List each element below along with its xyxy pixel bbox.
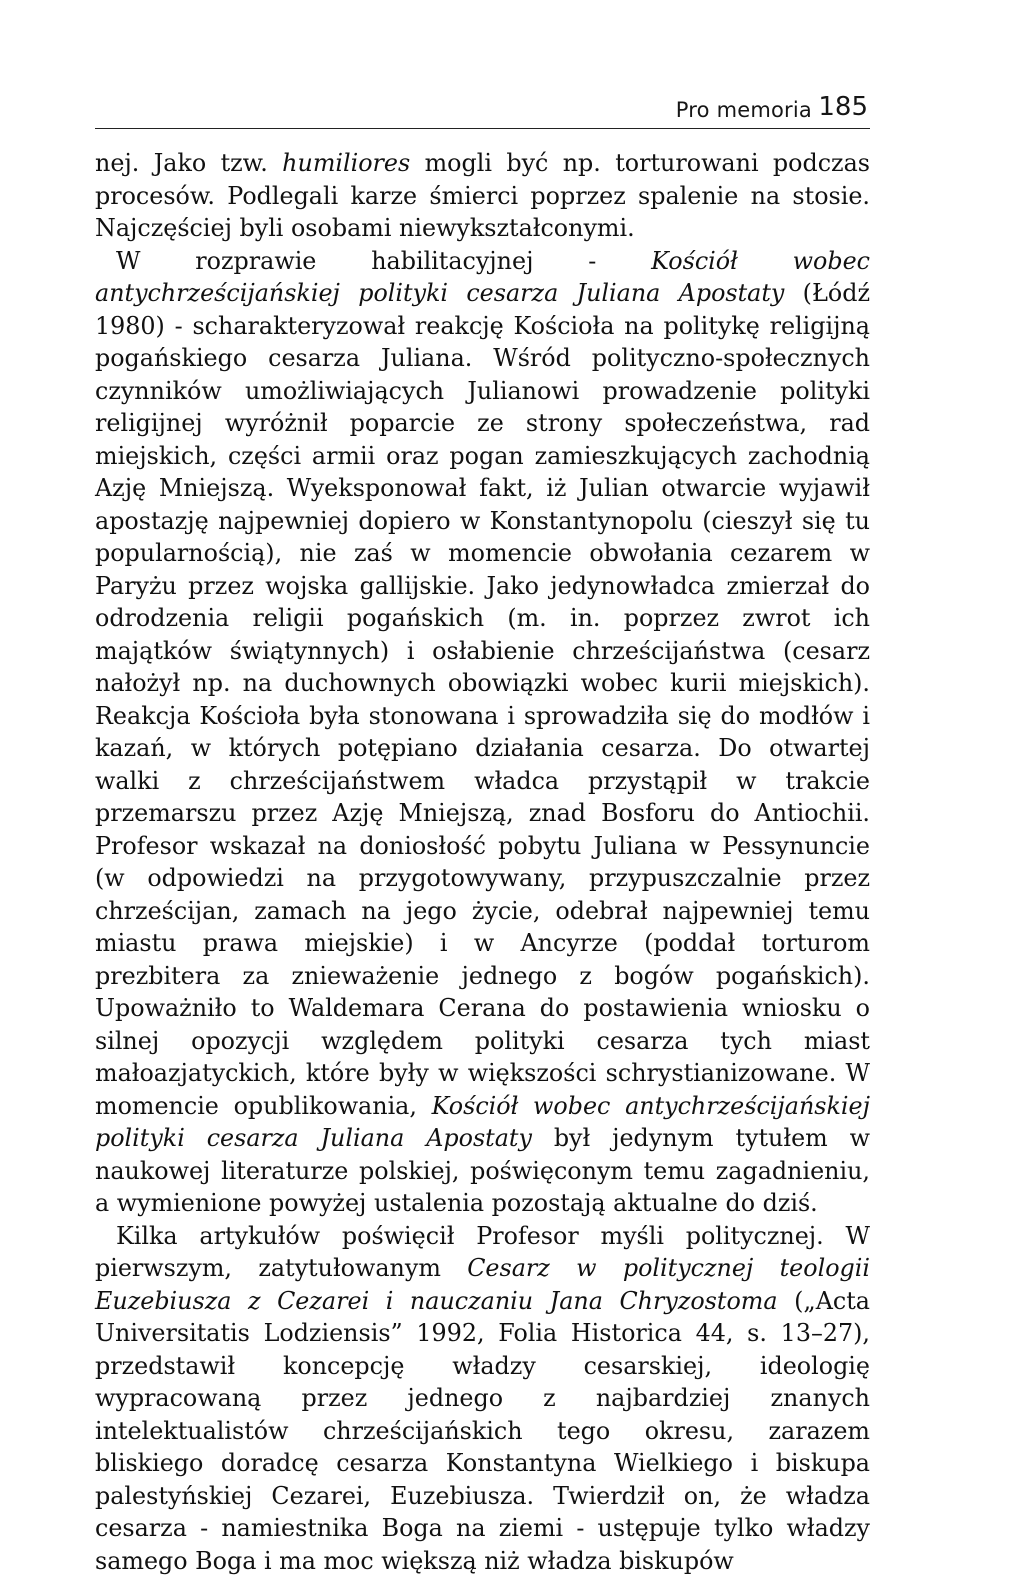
running-title: Pro memoria	[675, 98, 812, 122]
article-title: Cesarz w politycznej teologii Euzebiusza z Cezarei i nauczaniu Jana Chryzostoma	[95, 1254, 870, 1315]
paragraph-political-thought	[95, 1220, 870, 1578]
paragraph-text-segment: nej. Jako tzw.	[95, 149, 283, 177]
paragraph-continuation	[95, 147, 870, 245]
paragraph-text-segment: W rozprawie habilitacyjnej -	[116, 246, 652, 275]
paragraph-text-segment: Kilka artykułów poświęcił Profesor myśli politycznej. W pierwszym, zatytułowanym	[95, 1221, 870, 1282]
body-text	[95, 147, 870, 1575]
page-number: 185	[818, 92, 868, 122]
paragraph-text-segment: mogli być np. torturowani podczas procesów. Podlegali karze śmierci poprzez spalenie na stosie. Najczęściej byli osobami niewykształconymi.	[95, 149, 870, 242]
paragraph-habilitation	[95, 245, 870, 1220]
paragraph-text-segment: był jedynym tytułem w naukowej literaturze polskiej, poświęconym temu zagadnieniu, a wymienione powyżej ustalenia pozostają aktualne do dziś.	[95, 1124, 870, 1217]
book-title: Kościół wobec antychrześcijańskiej polityki cesarza Juliana Apostaty	[95, 246, 870, 307]
paragraph-text-segment: (Łódź 1980) - scharakteryzował reakcję Kościoła na politykę religijną pogańskiego cesarza Juliana. Wśród polityczno-społecznych czynników umożliwiających Julianowi prowadzenie polityki religijnej wyróżnił poparcie ze strony społeczeństwa, rad miejskich, części armii oraz pogan zamieszkujących zachodnią Azję Mniejszą. Wyeksponował fakt, iż Julian otwarcie wyjawił apostazję najpewniej dopiero w Konstantynopolu (cieszył się tu popularnością), nie zaś w momencie obwołania cezarem w Paryżu przez wojska gallijskie. Jako jedynowładca zmierzał do odrodzenia religii pogańskich (m. in. poprzez zwrot ich majątków świątynnych) i osłabienie chrześcijaństwa (cesarz nałożył np. na duchownych obowiązki wobec kurii miejskich). Reakcja Kościoła była stonowana i sprowadziła się do modłów i kazań, w których potępiano działania cesarza. Do otwartej walki z chrześcijaństwem władca przystąpił w trakcie przemarszu przez Azję Mniejszą, znad Bosforu do Antiochii. Profesor wskazał na doniosłość pobytu Juliana w Pessynuncie (w odpowiedzi na przygotowywany, przypuszczalnie przez chrześcijan, zamach na jego życie, odebrał najpewniej temu miastu prawa miejskie) i w Ancyrze (poddał torturom prezbitera za znieważenie jednego z bogów pogańskich). Upoważniło to Waldemara Cerana do postawienia wniosku o silnej opozycji względem polityki cesarza tych miast małoazjatyckich, które były w większości schrystianizowane. W momencie opublikowania,	[95, 279, 870, 1120]
paragraph-text-segment: („Acta Universitatis Lodziensis” 1992, Folia Historica 44, s. 13–27), przedstawił koncepcję władzy cesarskiej, ideologię wypracowaną przez jednego z najbardziej znanych intelektualistów chrześcijańskich tego okresu, zarazem bliskiego doradcę cesarza Konstantyna Wielkiego i biskupa palestyńskiej Cezarei, Euzebiusza. Twierdził on, że władza cesarza - namiestnika Boga na ziemi - ustępuje tylko władzy samego Boga i ma moc większą niż władza biskupów	[95, 1286, 870, 1575]
latin-term: humiliores	[282, 149, 411, 177]
running-header	[95, 92, 870, 129]
book-title: Kościół wobec antychrześcijańskiej polityki cesarza Juliana Apostaty	[95, 1091, 870, 1152]
